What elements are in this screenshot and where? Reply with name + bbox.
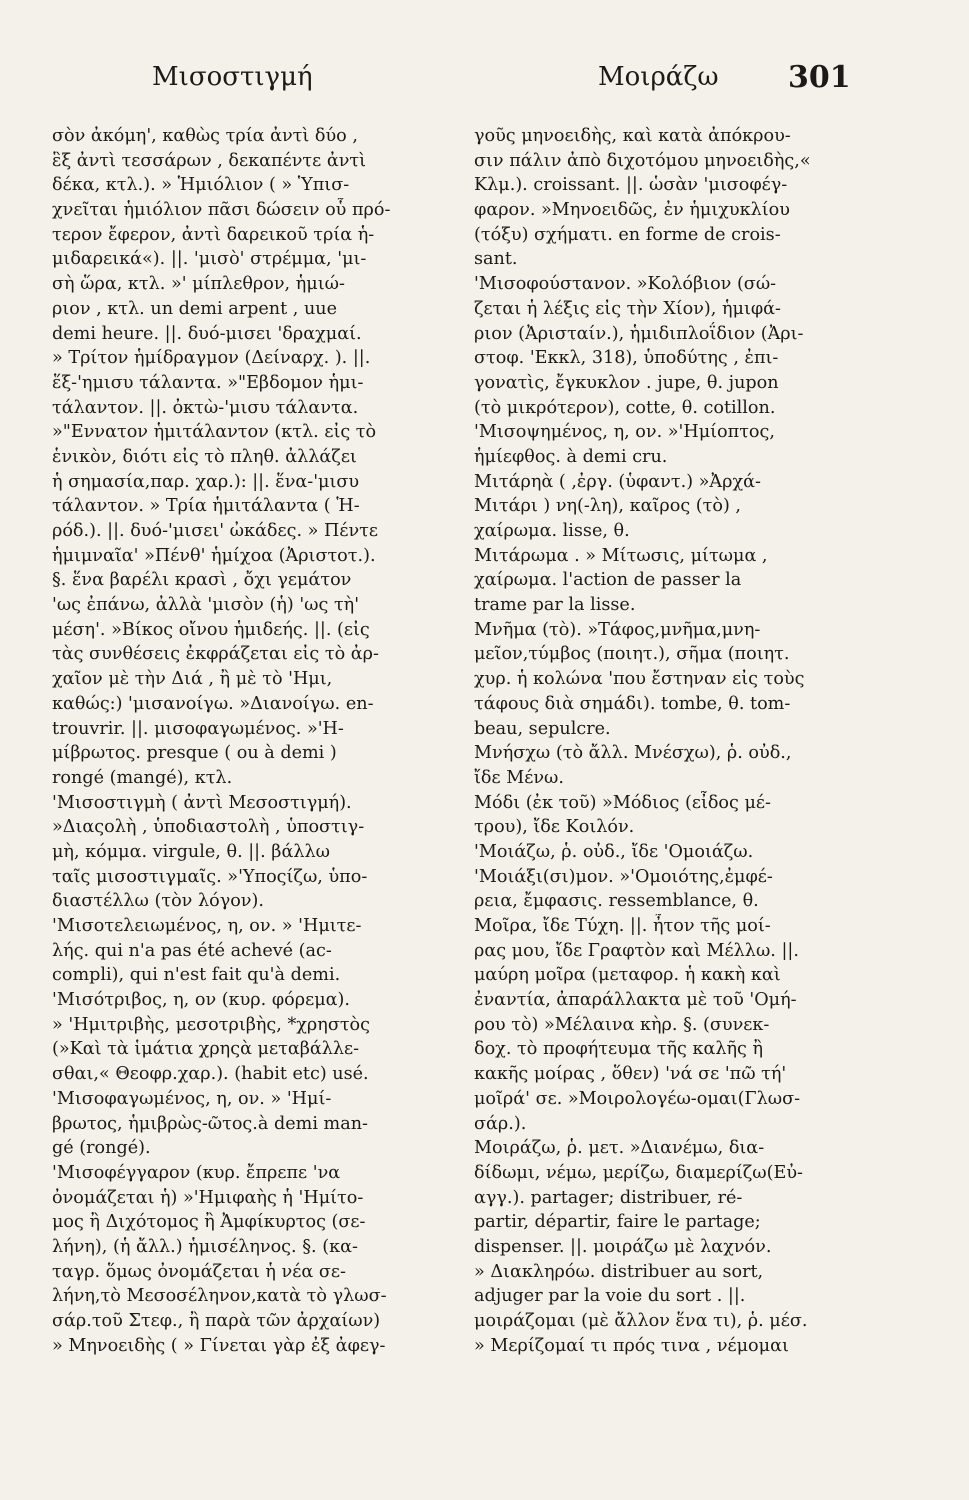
text-line: 'Μισοψημένος, η, ον. »'Ημίοπτος, bbox=[474, 422, 775, 443]
text-line: δίδωμι, νέμω, μερίζω, διαμερίζω(Εὐ- bbox=[474, 1162, 803, 1183]
text-line: ἐναντία, ἀπαράλλακτα μὲ τοῦ 'Ομή- bbox=[474, 990, 797, 1011]
text-line: 'Μοιάζω, ῥ. οὐδ., ἴδε 'Ομοιάζω. bbox=[474, 841, 754, 862]
text-line: τερον ἔφερον, ἀντὶ δαρεικοῦ τρία ἡ- bbox=[52, 224, 375, 245]
text-line: Μοῖρα, ἴδε Τύχη. ||. ἦτον τῆς μοί- bbox=[474, 916, 771, 936]
text-line: » 'Ημιτριβὴς, μεσοτριβὴς, *χρηστὸς bbox=[52, 1014, 371, 1035]
text-line: λήνη), (ἡ ἄλλ.) ἡμισέληνος. §. (κα- bbox=[52, 1236, 358, 1257]
text-line: τὰς συνθέσεις ἐκφράζεται εἰς τὸ ἀρ- bbox=[52, 644, 379, 665]
text-line: κακῆς μοίρας , ὅθεν) 'νά σε 'πῶ τή' bbox=[474, 1064, 787, 1085]
text-line: χαίρωμα. l'action de passer la bbox=[474, 570, 742, 591]
text-line: » Διακληρόω. distribuer au sort, bbox=[474, 1261, 764, 1282]
text-line: γοῦς μηνοειδὴς, καὶ κατὰ ἀπόκρου- bbox=[474, 126, 791, 146]
text-line: ρου τὸ) »Μέλαινα κὴρ. §. (συνεκ- bbox=[474, 1014, 770, 1035]
text-line: ἴδε Μένω. bbox=[474, 767, 564, 788]
text-line: σάρ.). bbox=[474, 1113, 527, 1134]
text-line: ταγρ. ὅμως ὀνομάζεται ἡ νέα σε- bbox=[52, 1261, 346, 1282]
text-line: ριον (Ἀρισταίν.), ἡμιδιπλοΐδιον (Ἀρι- bbox=[474, 323, 804, 344]
text-line: σὸν ἀκόμη', καθὼς τρία ἀντὶ δύο , bbox=[52, 126, 358, 146]
text-line: ἡμίεφθος. à demi cru. bbox=[474, 446, 668, 467]
text-line: (»Καὶ τὰ ἱμάτια χρηςὰ μεταβάλλε- bbox=[52, 1039, 360, 1060]
text-line: δέκα, κτλ.). » Ἡμιόλιον ( » Ὑπισ- bbox=[52, 175, 350, 196]
text-line: τάλαντον. » Τρία ἡμιτάλαντα ( Ἡ- bbox=[52, 496, 360, 517]
right-column bbox=[474, 124, 854, 1358]
text-line: δοχ. τὸ προφήτευμα τῆς καλῆς ἢ bbox=[474, 1039, 764, 1060]
text-line: αγγ.). partager; distribuer, ré- bbox=[474, 1187, 743, 1208]
text-line: μοῖρά' σε. »Μοιρολογέω-ομαι(Γλωσ- bbox=[474, 1088, 801, 1109]
page-number: 301 bbox=[788, 60, 851, 95]
text-line: »Διαςολὴ , ὑποδιαστολὴ , ὑποστιγ- bbox=[52, 817, 365, 838]
text-line: τρου), ἴδε Κοιλόν. bbox=[474, 817, 635, 838]
text-line: 'Μισότριβος, η, ον (κυρ. φόρεμα). bbox=[52, 990, 350, 1011]
text-line: dispenser. ||. μοιράζω μὲ λαχνόν. bbox=[474, 1236, 772, 1257]
text-line: Μόδι (ἐκ τοῦ) »Μόδιος (εἶδος μέ- bbox=[474, 792, 771, 813]
text-line: Μοιράζω, ῥ. μετ. »Διανέμω, δια- bbox=[474, 1138, 765, 1159]
text-line: διαστέλλω (τὸν λόγον). bbox=[52, 891, 264, 912]
text-line: ἡμιμναῖα' »Πένθ' ἡμίχοα (Ἀριστοτ.). bbox=[52, 545, 376, 566]
text-line: beau, sepulcre. bbox=[474, 718, 611, 739]
text-line: ταῖς μισοστιγμαῖς. »'Υποςίζω, ὑπο- bbox=[52, 866, 368, 887]
text-line: (τὸ μικρότερον), cotte, θ. cotillon. bbox=[474, 397, 776, 418]
page-header bbox=[60, 62, 849, 102]
text-line: » Μηνοειδὴς ( » Γίνεται γὰρ ἐξ ἀφεγ- bbox=[52, 1335, 386, 1356]
left-column bbox=[52, 124, 432, 1358]
text-line: φαρον. »Μηνοειδῶς, ἐν ἡμιχυκλίου bbox=[474, 200, 790, 221]
text-line: » Τρίτον ἡμίδραγμον (Δείναρχ. ). ||. bbox=[52, 348, 371, 369]
text-line: » Μερίζομαί τι πρός τινα , νέμομαι bbox=[474, 1335, 789, 1356]
text-line: Μνῆμα (τὸ). »Τάφος,μνῆμα,μνη- bbox=[474, 619, 761, 640]
text-line: μοιράζομαι (μὲ ἄλλον ἕνα τι), ῥ. μέσ. bbox=[474, 1311, 808, 1331]
text-line: 'Μισοφέγγαρον (κυρ. ἔπρεπε 'να bbox=[52, 1162, 341, 1183]
text-line: σὴ ὥρα, κτλ. »' μίπλεθρον, ἡμιώ- bbox=[52, 274, 345, 295]
text-line: 'Μισοστιγμὴ ( ἀντὶ Μεσοστιγμή). bbox=[52, 792, 352, 813]
text-line: γονατὶς, ἔγκυκλον . jupe, θ. jupon bbox=[474, 372, 779, 393]
text-line: ἓξ ἀντὶ τεσσάρων , δεκαπέντε ἀντὶ bbox=[52, 150, 367, 171]
text-line: 'Μοιάξι(σι)μον. »'Ομοιότης,ἐμφέ- bbox=[474, 866, 773, 887]
text-line: καθώς:) 'μισανοίγω. »Διανοίγω. en- bbox=[52, 693, 374, 714]
text-line: σάρ.τοῦ Στεφ., ἢ παρὰ τῶν ἀρχαίων) bbox=[52, 1311, 381, 1331]
text-line: ρας μου, ἴδε Γραφτὸν καὶ Μέλλω. ||. bbox=[474, 940, 799, 961]
text-line: χαῖον μὲ τὴν Διά , ἢ μὲ τὸ 'Ημι, bbox=[52, 669, 333, 690]
text-line: χνεῖται ἡμιόλιον πᾶσι δώσειν οὗ πρό- bbox=[52, 200, 391, 221]
text-line: sant. bbox=[474, 249, 518, 270]
text-line: τάλαντον. ||. ὀκτὼ-'μισυ τάλαντα. bbox=[52, 397, 359, 418]
text-line: τάφους διὰ σημάδι). tombe, θ. tom- bbox=[474, 693, 791, 714]
text-line: μὴ, κόμμα. virgule, θ. ||. βάλλω bbox=[52, 841, 330, 862]
header-right-guideword: Μοιράζω bbox=[598, 62, 719, 92]
text-line: trouvrir. ||. μισοφαγωμένος. »'Η- bbox=[52, 718, 344, 739]
text-line: demi heure. ||. δυό-μισει 'δραχμαί. bbox=[52, 323, 362, 344]
text-line: χαίρωμα. lisse, θ. bbox=[474, 521, 630, 541]
text-line: adjuger par la voie du sort . ||. bbox=[474, 1286, 746, 1307]
text-line: 'Μισοφούστανον. »Κολόβιον (σώ- bbox=[474, 274, 777, 295]
text-line: 'Μισοτελειωμένος, η, ον. » 'Ημιτε- bbox=[52, 916, 362, 936]
text-line: ριον , κτλ. un demi arpent , uue bbox=[52, 298, 338, 319]
text-line: βρωτος, ἡμιβρὼς-ῶτος.à demi man- bbox=[52, 1113, 368, 1134]
text-line: trame par la lisse. bbox=[474, 595, 636, 616]
text-line: ἑνικὸν, διότι εἰς τὸ πληθ. ἀλλάζει bbox=[52, 446, 357, 467]
text-line: χυρ. ἡ κολώνα 'που ἔστηναν εἰς τοὺς bbox=[474, 669, 805, 690]
text-line: Μιτάρι ) νη(-λη), καῖρος (τὸ) , bbox=[474, 496, 741, 517]
text-line: Μνήσχω (τὸ ἄλλ. Μνέσχω), ῥ. οὐδ., bbox=[474, 743, 792, 764]
text-line: rongé (mangé), κτλ. bbox=[52, 767, 233, 788]
text-line: 'Μισοφαγωμένος, η, ον. » 'Ημί- bbox=[52, 1088, 332, 1109]
text-line: Κλμ.). croissant. ||. ὡσὰν 'μισοφέγ- bbox=[474, 175, 788, 196]
text-line: ἕξ-'ημισυ τάλαντα. »"Εβδομον ἡμι- bbox=[52, 372, 364, 393]
text-line: (τόξυ) σχήματι. en forme de crois- bbox=[474, 224, 781, 245]
text-line: μεῖον,τύμβος (ποιητ.), σῆμα (ποιητ. bbox=[474, 644, 790, 665]
text-line: σιν πάλιν ἀπὸ διχοτόμου μηνοειδὴς,« bbox=[474, 150, 811, 171]
header-left-guideword: Μισοστιγμή bbox=[152, 62, 313, 92]
text-line: ὀνομάζεται ἡ) »'Ημιφαὴς ἡ 'Ημίτο- bbox=[52, 1187, 364, 1208]
text-line: μιδαρεικά«). ||. 'μισὸ' στρέμμα, 'μι- bbox=[52, 249, 367, 270]
text-line: ζεται ἡ λέξις εἰς τὴν Χίον), ἡμιφά- bbox=[474, 298, 781, 319]
text-line: 'ως ἐπάνω, ἀλλὰ 'μισὸν (ἡ) 'ως τὴ' bbox=[52, 595, 360, 616]
text-line: »"Εννατον ἡμιτάλαντον (κτλ. εἰς τὸ bbox=[52, 422, 377, 443]
text-line: §. ἕνα βαρέλι κρασὶ , ὄχι γεμάτον bbox=[52, 570, 352, 591]
text-line: ρόδ.). ||. δυό-'μισει' ὠκάδες. » Πέντε bbox=[52, 521, 378, 541]
text-line: gé (rongé). bbox=[52, 1138, 151, 1159]
text-line: στοφ. 'Εκκλ, 318), ὑποδύτης , ἐπι- bbox=[474, 348, 779, 369]
text-line: partir, départir, faire le partage; bbox=[474, 1212, 761, 1233]
text-line: μέση'. »Βίκος οἴνου ἡμιδεής. ||. (εἰς bbox=[52, 619, 370, 640]
text-line: μος ἢ Διχότομος ἢ Ἀμφίκυρτος (σε- bbox=[52, 1212, 366, 1233]
text-line: ἡ σημασία,παρ. χαρ.): ||. ἕνα-'μισυ bbox=[52, 471, 360, 492]
text-line: λήνη,τὸ Μεσοσέληνον,κατὰ τὸ γλωσ- bbox=[52, 1286, 387, 1307]
text-line: μαύρη μοῖρα (μεταφορ. ἡ κακὴ καὶ bbox=[474, 965, 781, 986]
text-line: σθαι,« Θεοφρ.χαρ.). (habit etc) usé. bbox=[52, 1064, 369, 1085]
text-line: Μιτάρηὰ ( ,ἐργ. (ὑφαντ.) »Ἀρχά- bbox=[474, 471, 761, 492]
text-line: compli), qui n'est fait qu'à demi. bbox=[52, 965, 341, 986]
text-line: λής. qui n'a pas été achevé (ac- bbox=[52, 940, 332, 961]
text-line: ρεια, ἔμφασις. ressemblance, θ. bbox=[474, 891, 759, 912]
text-line: Μιτάρωμα . » Μίτωσις, μίτωμα , bbox=[474, 545, 768, 566]
text-line: μίβρωτος. presque ( ou à demi ) bbox=[52, 743, 337, 764]
